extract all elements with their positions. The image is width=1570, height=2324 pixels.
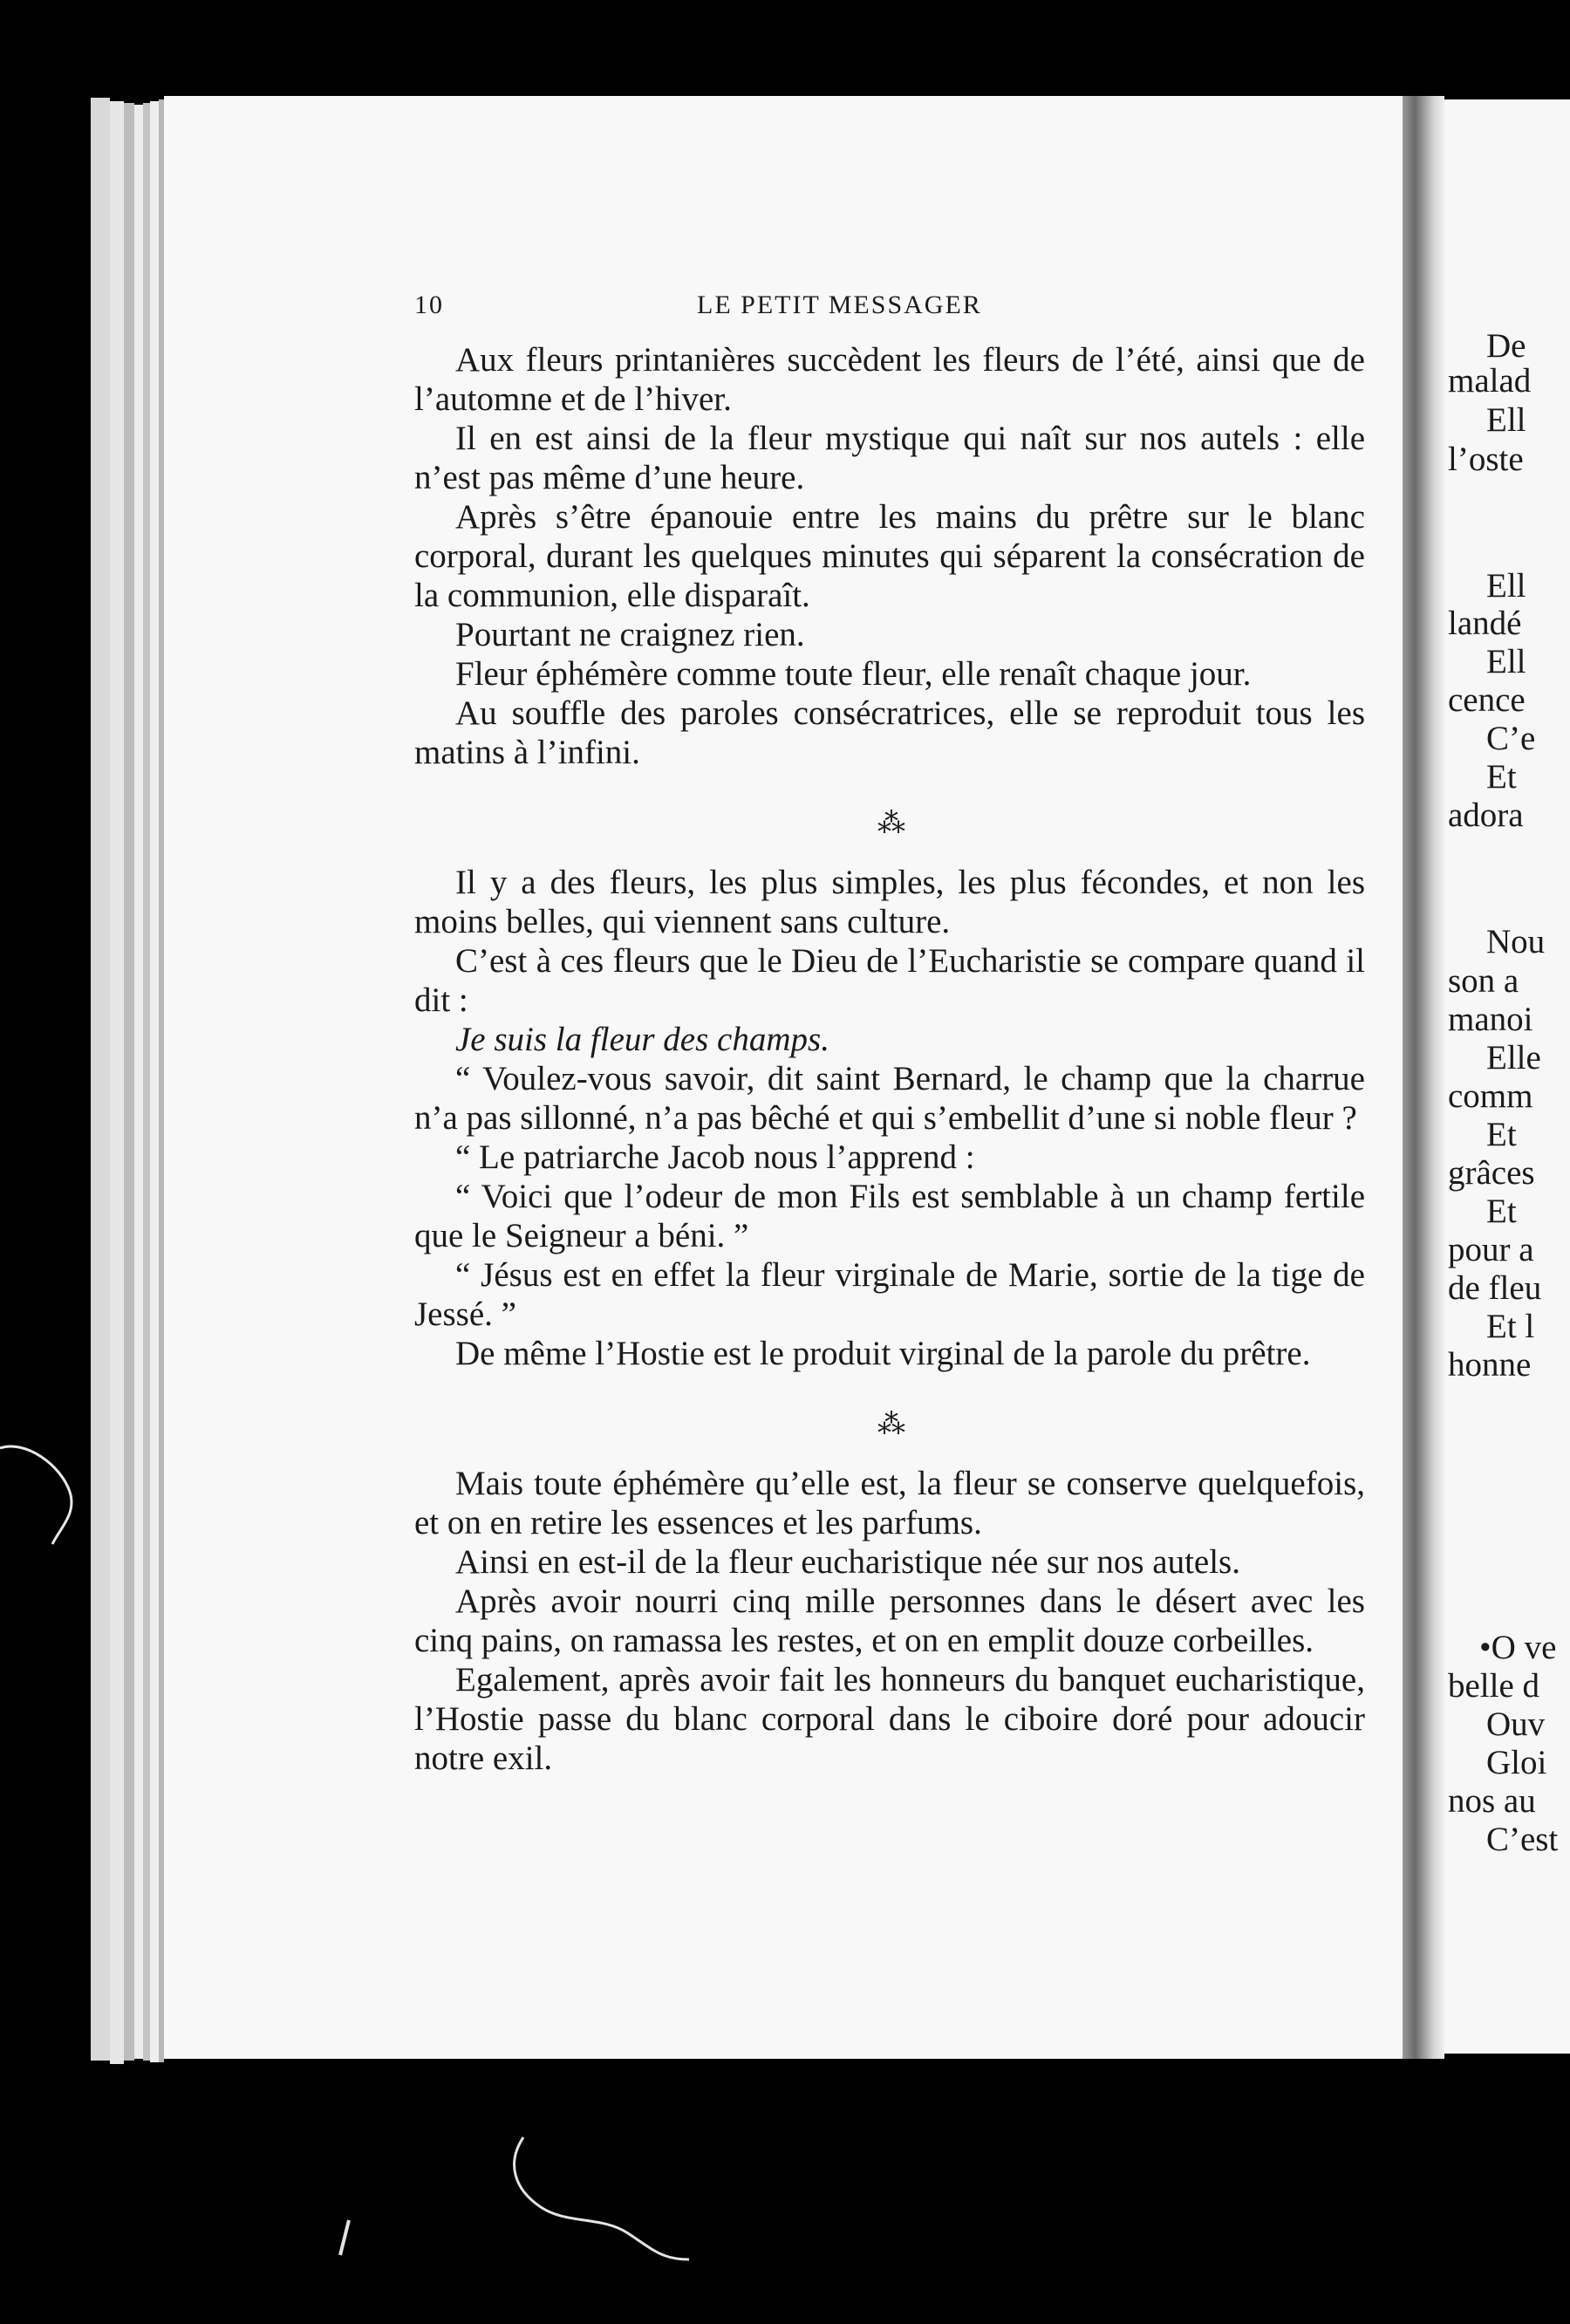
fragment: pour a (1448, 1231, 1534, 1268)
fragment: grâces (1448, 1154, 1535, 1192)
paragraph: C’est à ces fleurs que le Dieu de l’Eucharistie se compare quand il dit : (414, 942, 1365, 1019)
fragment: Ell (1486, 401, 1526, 439)
fragment: C’e (1486, 720, 1536, 757)
fragment: honne (1448, 1346, 1532, 1384)
asterism-separator (414, 805, 1365, 840)
quotation-italic: Je suis la fleur des champs. (455, 1021, 829, 1058)
facing-page (1444, 99, 1570, 2054)
paragraph: Aux fleurs printanières succèdent les fleurs de l’été, ainsi que de l’automne et de l’hiver. (414, 341, 1365, 418)
fragment: Et (1486, 1116, 1517, 1153)
fragment: landé (1448, 605, 1522, 642)
page-edge (143, 103, 150, 2061)
fragment: son a (1448, 962, 1519, 1000)
fragment: l’oste (1448, 441, 1524, 478)
asterism: ⁂ (877, 807, 902, 838)
fragment: manoi (1448, 1001, 1533, 1038)
fragment: C’est (1486, 1821, 1559, 1858)
paragraph: Il y a des fleurs, les plus simples, les plus fécondes, et non les moins belles, qui viennent sans culture. (414, 864, 1365, 940)
page-body (414, 340, 1365, 1778)
fragment: Ell (1486, 567, 1526, 605)
fragment: Et l (1486, 1308, 1535, 1345)
book-gutter (1403, 96, 1444, 2059)
paragraph: “ Jésus est en effet la fleur virginale de Marie, sortie de la tige de Jessé. ” (414, 1256, 1365, 1333)
fragment: belle d (1448, 1667, 1540, 1705)
paragraph: Il en est ainsi de la fleur mystique qui naît sur nos autels : elle n’est pas même d’une heure. (414, 420, 1365, 496)
paragraph: Au souffle des paroles consécratrices, elle se reproduit tous les matins à l’infini. (414, 694, 1365, 771)
fragment: Et (1486, 758, 1517, 796)
paragraph: Mais toute éphémère qu’elle est, la fleur se conserve quelquefois, et on en retire les essences et les parfums. (414, 1465, 1365, 1541)
paragraph: Fleur éphémère comme toute fleur, elle renaît chaque jour. (455, 655, 1252, 693)
paragraph: Pourtant ne craignez rien. (455, 616, 805, 653)
fragment: Gloi (1486, 1744, 1547, 1781)
stray-thread (0, 1343, 87, 1553)
page-number: 10 (414, 290, 444, 319)
page-edge (91, 98, 110, 2061)
page-edge (124, 103, 134, 2061)
stray-thread (331, 2216, 358, 2259)
page-edge (150, 101, 159, 2062)
page-edge (110, 101, 124, 2064)
fragment: adora (1448, 796, 1524, 834)
paragraph: Ainsi en est-il de la fleur eucharistique née sur nos autels. (455, 1543, 1240, 1581)
paragraph: Après avoir nourri cinq mille personnes dans le désert avec les cinq pains, on ramassa les restes, et on en emplit douze corbeilles. (414, 1582, 1365, 1659)
paragraph: De même l’Hostie est le produit virginal de la parole du prêtre. (455, 1335, 1311, 1372)
fragment: Nou (1486, 923, 1546, 960)
fragment: cence (1448, 681, 1526, 719)
stray-thread (488, 2129, 715, 2268)
fragment: de fleu (1448, 1269, 1542, 1307)
running-title: LE PETIT MESSAGER (697, 290, 982, 319)
fragment: nos au (1448, 1782, 1536, 1820)
paragraph: “ Voulez-vous savoir, dit saint Bernard, le champ que la charrue n’a pas sillonné, n’a pas bêché et qui s’embellit d’une si noble fleur ? (414, 1060, 1365, 1137)
fragment: Ell (1486, 643, 1526, 680)
fragment: malad (1448, 362, 1532, 400)
paragraph: “ Voici que l’odeur de mon Fils est semblable à un champ fertile que le Seigneur a béni. ” (414, 1178, 1365, 1254)
paragraph: Après s’être épanouie entre les mains du prêtre sur le blanc corporal, durant les quelques minutes qui séparent la consécration de la communion, elle disparaît. (414, 498, 1365, 614)
fragment: Et (1486, 1193, 1517, 1230)
asterism-separator (414, 1406, 1365, 1441)
fragment: comm (1448, 1077, 1533, 1115)
fragment: De (1486, 327, 1526, 365)
fragment: Elle (1486, 1039, 1541, 1077)
fragment: Ouv (1486, 1705, 1546, 1743)
asterism: ⁂ (877, 1408, 902, 1439)
page-edge (134, 105, 143, 2059)
paragraph: Egalement, après avoir fait les honneurs du banquet eucharistique, l’Hostie passe du blanc corporal dans le ciboire doré pour adoucir notre exil. (414, 1661, 1365, 1777)
paragraph: “ Le patriarche Jacob nous l’apprend : (455, 1138, 975, 1176)
fragment: •O ve (1479, 1629, 1557, 1666)
